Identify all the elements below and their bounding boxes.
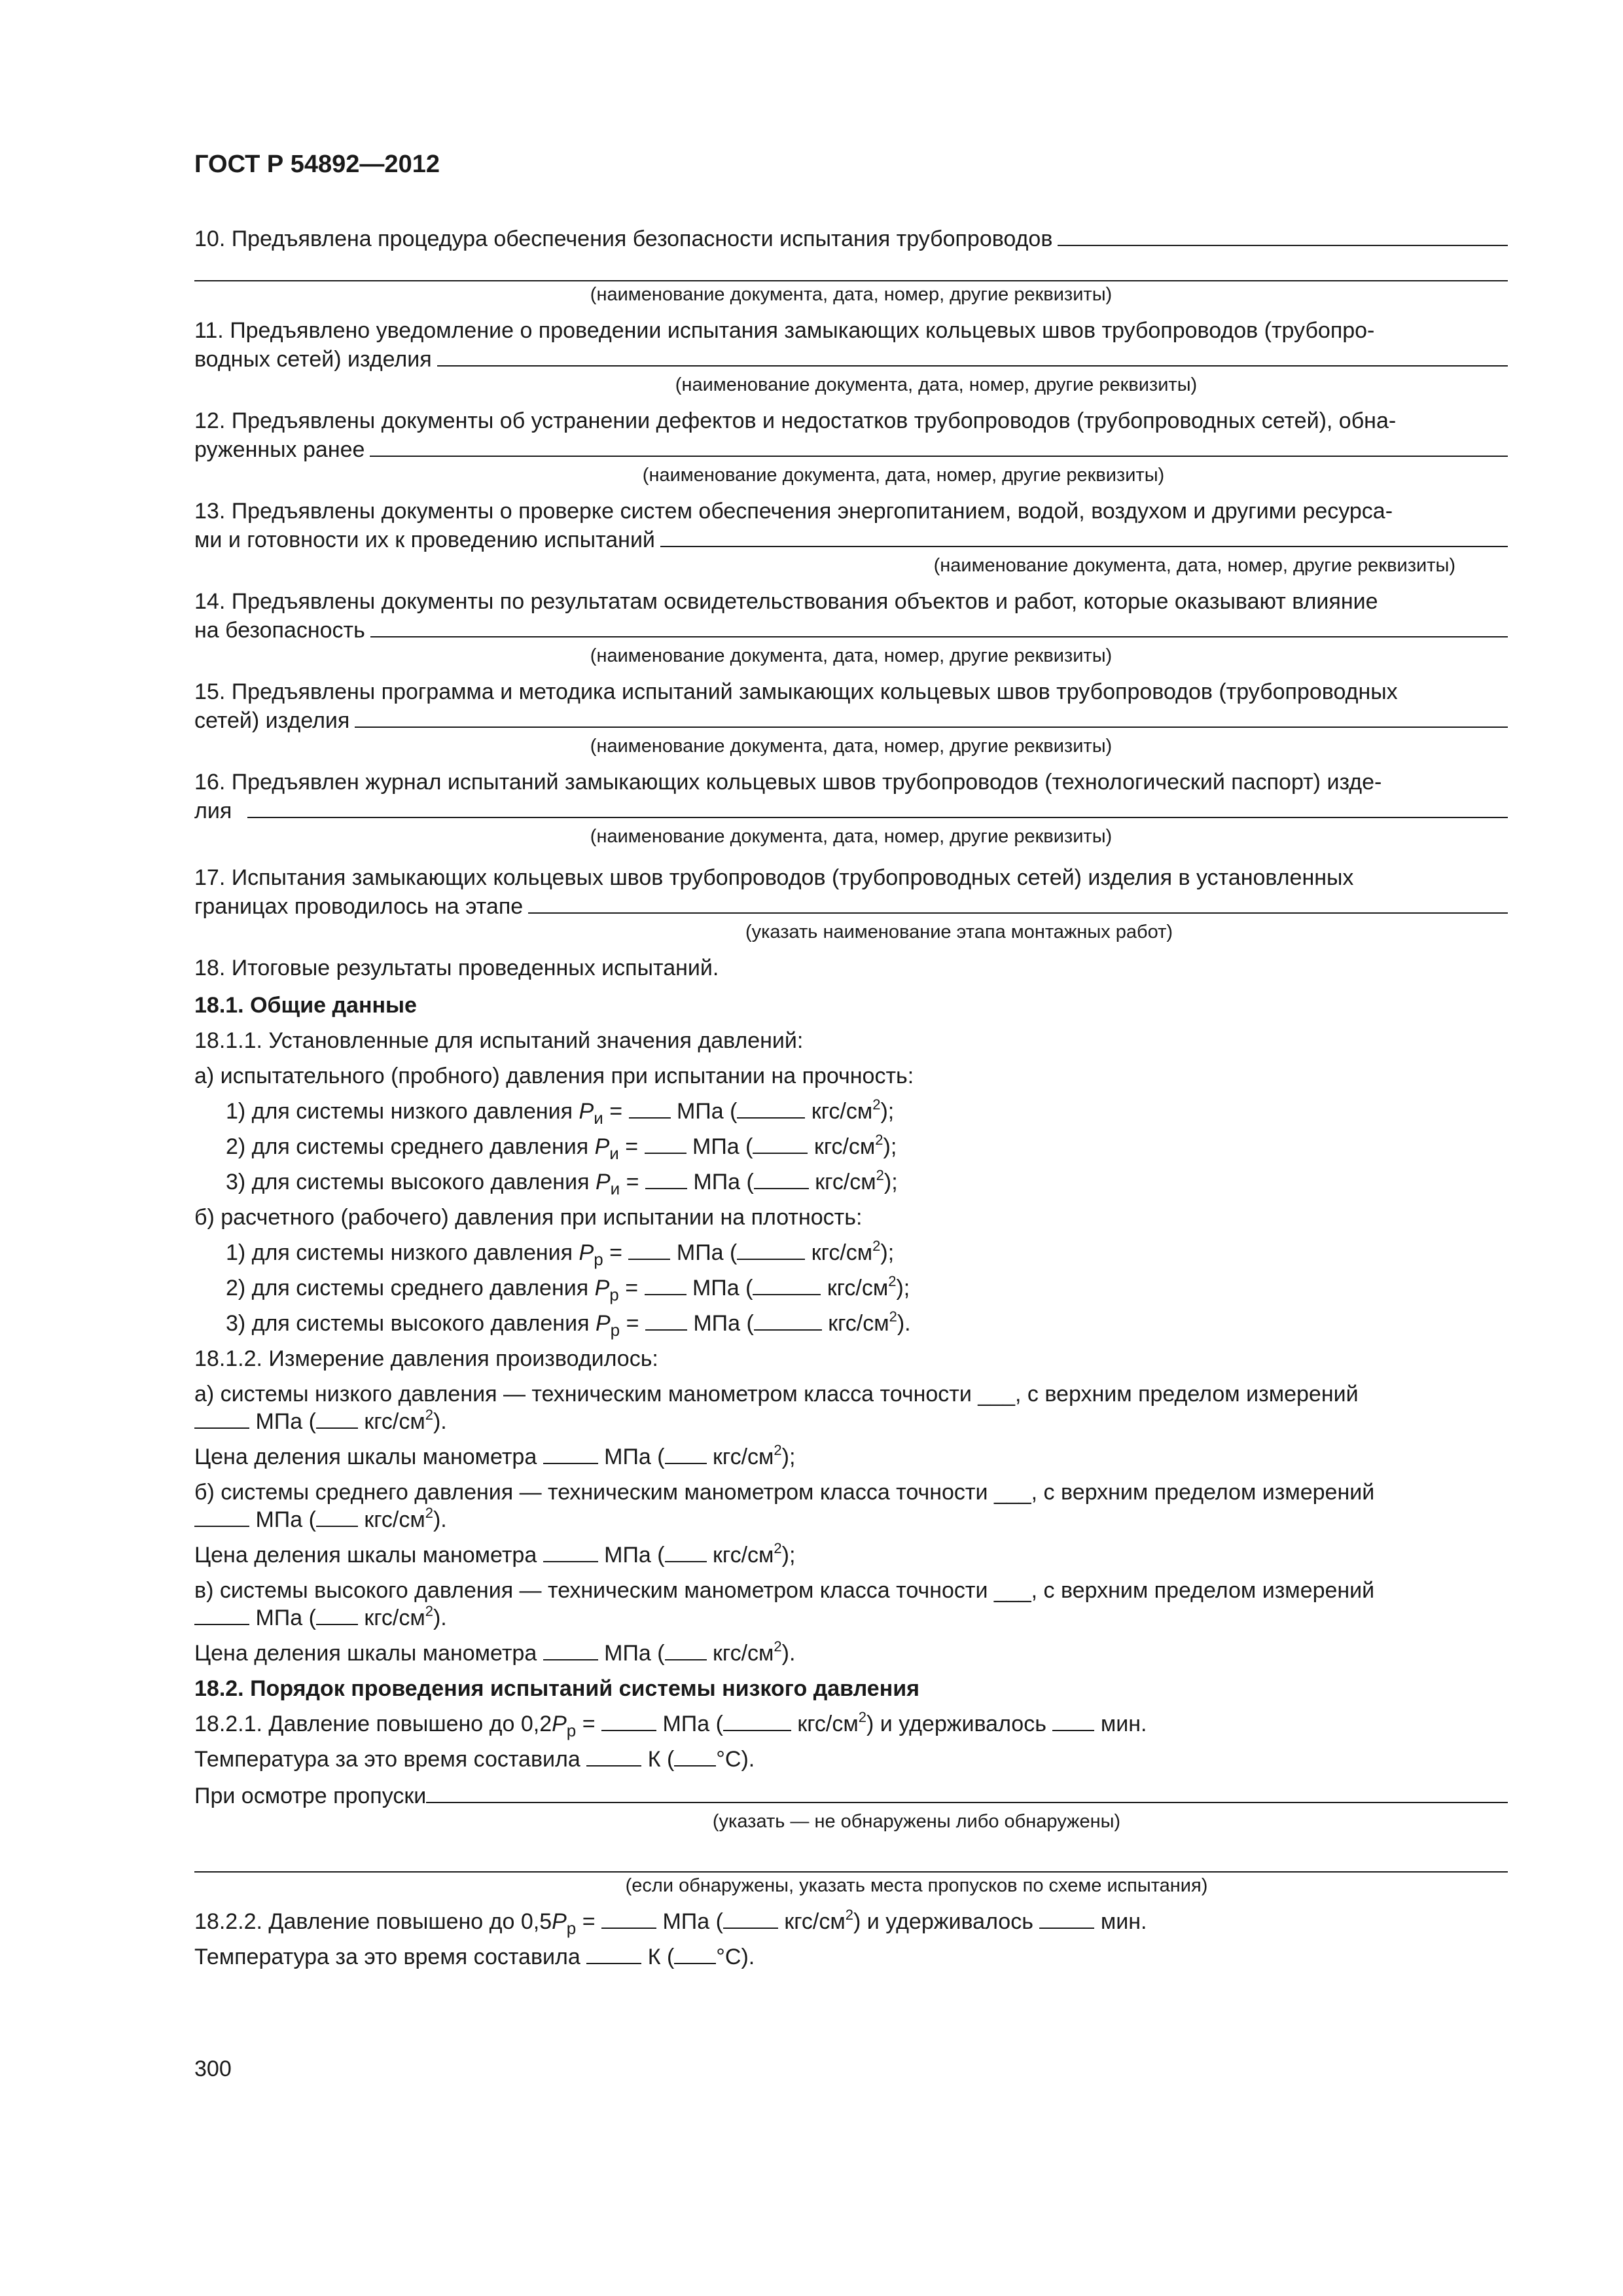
field-item-15[interactable] [355,706,1508,728]
caption-item-16: (наименование документа, дата, номер, другие реквизиты) [590,826,1113,847]
field-18-2-2-mpa[interactable] [601,1908,656,1929]
field-18-2-2-min[interactable] [1039,1908,1094,1929]
field-scale-low-mpa[interactable] [543,1443,598,1464]
caption-item-17: (указать наименование этапа монтажных работ) [745,922,1173,942]
scale-high: Цена деления шкалы манометра МПа ( кгс/$см^2$). [194,1638,796,1666]
field-item-10[interactable] [1058,224,1508,246]
field-item-10-line2[interactable] [194,260,1508,281]
field-b3-kgf[interactable] [754,1310,822,1331]
item-15: 15. Предъявлены программа и методика испытаний замыкающих кольцевых швов трубопроводов (трубопроводных сетей) изделия [194,678,1508,734]
field-a1-kgf[interactable] [737,1098,805,1119]
field-item-11[interactable] [437,344,1508,367]
field-18-2-1-celsius[interactable] [674,1746,716,1767]
section-18-1-1: 18.1.1. Установленные для испытаний значения давлений: [194,1028,804,1053]
item-11: 11. Предъявлено уведомление о проведении испытания замыкающих кольцевых швов трубопроводов (трубопро- водных сетей) изделия [194,317,1508,373]
field-18-2-2-kgf[interactable] [723,1908,778,1929]
field-item-12[interactable] [370,435,1508,457]
manometer-low: а) системы низкого давления — техническим манометром класса точности ___, с верхним пределом измерений МПа ( кгс/$см^2$). [194,1382,1359,1434]
caption-item-14: (наименование документа, дата, номер, другие реквизиты) [590,645,1113,666]
form-content [194,224,1508,1979]
section-18-2-1: 18.2.1. Давление повышено до $0,2P_р$ = МПа ( кгс/$см^2$) и удерживалось мин. [194,1709,1147,1740]
leaks-18-2-1: При осмотре пропуски [194,1781,1508,1810]
field-18-2-1-kgf[interactable] [723,1710,791,1731]
field-a3-mpa[interactable] [645,1168,687,1189]
field-b3-mpa[interactable] [645,1310,687,1331]
item-17: 17. Испытания замыкающих кольцевых швов трубопроводов (трубопроводных сетей) изделия в установленных границах проводилось на этапе [194,864,1508,920]
item-14: 14. Предъявлены документы по результатам освидетельствования объектов и работ, которые оказывают влияние на безопасность [194,588,1508,644]
item-13: 13. Предъявлены документы о проверке систем обеспечения энергопитанием, водой, воздухом и другими ресурса- ми и готовности их к проведению испытаний [194,497,1508,554]
item-16: 16. Предъявлен журнал испытаний замыкающих кольцевых швов трубопроводов (технологический паспорт) изде- лия [194,768,1508,825]
caption-item-15: (наименование документа, дата, номер, другие реквизиты) [590,736,1113,757]
item-12: 12. Предъявлены документы об устранении дефектов и недостатков трубопроводов (трубопроводных сетей), обна- руженных ранее [194,407,1508,463]
caption-item-11: (наименование документа, дата, номер, другие реквизиты) [675,374,1198,395]
field-b2-mpa[interactable] [645,1274,687,1295]
field-scale-high-kgf[interactable] [665,1640,707,1660]
field-item-16[interactable] [247,796,1508,818]
field-mc-limit-kgf[interactable] [316,1604,358,1625]
temperature-18-2-2: Температура за это время составила К ( °С). [194,1945,755,1969]
field-item-14[interactable] [370,615,1508,637]
scale-medium: Цена деления шкалы манометра МПа ( кгс/$см^2$); [194,1540,796,1568]
pressure-b3: 3) для системы высокого давления $P_р$ = МПа ( кгс/$см^2$). [226,1308,911,1340]
pressure-b2: 2) для системы среднего давления $P_р$ = МПа ( кгс/$см^2$); [226,1273,910,1304]
field-scale-medium-kgf[interactable] [665,1541,707,1562]
field-18-2-2-kelvin[interactable] [586,1943,641,1964]
field-scale-low-kgf[interactable] [665,1443,707,1464]
field-b2-kgf[interactable] [753,1274,821,1295]
field-item-13[interactable] [660,525,1508,547]
document-header-title: ГОСТ Р 54892—2012 [194,151,440,178]
temperature-18-2-1: Температура за это время составила К ( °С). [194,1747,755,1772]
pressure-a1: 1) для системы низкого давления $P_и$ = МПа ( кгс/$см^2$); [226,1096,895,1128]
scale-low: Цена деления шкалы манометра МПа ( кгс/$см^2$); [194,1442,796,1469]
caption-item-13: (наименование документа, дата, номер, другие реквизиты) [933,555,1455,576]
field-scale-high-mpa[interactable] [543,1640,598,1660]
pressure-b1: 1) для системы низкого давления $P_р$ = МПа ( кгс/$см^2$); [226,1238,895,1269]
section-18-2-2: 18.2.2. Давление повышено до $0,5P_р$ = МПа ( кгс/$см^2$) и удерживалось мин. [194,1907,1147,1938]
field-a2-mpa[interactable] [645,1133,687,1154]
item-18: 18. Итоговые результаты проведенных испытаний. [194,956,719,980]
field-mb-limit-kgf[interactable] [316,1506,358,1527]
field-leak-places[interactable] [194,1852,1508,1873]
field-b1-mpa[interactable] [628,1239,670,1260]
section-18-1-heading: 18.1. Общие данные [194,993,417,1018]
field-18-2-2-celsius[interactable] [674,1943,716,1964]
manometer-medium: б) системы среднего давления — техническим манометром класса точности ___, с верхним пределом измерений МПа ( кгс/$см^2$). [194,1480,1375,1532]
caption-found: (указать — не обнаружены либо обнаружены) [712,1811,1121,1832]
field-mc-limit-mpa[interactable] [194,1604,249,1625]
field-a1-mpa[interactable] [629,1098,671,1119]
pressure-a2: 2) для системы среднего давления $P_и$ = МПа ( кгс/$см^2$); [226,1132,897,1163]
field-a3-kgf[interactable] [754,1168,809,1189]
field-mb-limit-mpa[interactable] [194,1506,249,1527]
field-18-2-1-min[interactable] [1052,1710,1094,1731]
field-b1-kgf[interactable] [737,1239,805,1260]
field-a2-kgf[interactable] [753,1133,808,1154]
item-10: 10. Предъявлена процедура обеспечения безопасности испытания трубопроводов [194,224,1508,253]
section-18-1-1-b: б) расчетного (рабочего) давления при испытании на плотность: [194,1205,863,1230]
field-ma-limit-mpa[interactable] [194,1408,249,1429]
section-18-2-heading: 18.2. Порядок проведения испытаний системы низкого давления [194,1676,919,1701]
caption-places: (если обнаружены, указать места пропусков по схеме испытания) [625,1875,1208,1896]
section-18-1-1-a: а) испытательного (пробного) давления при испытании на прочность: [194,1064,914,1088]
field-item-17[interactable] [528,891,1508,914]
manometer-high: в) системы высокого давления — техническим манометром класса точности ___, с верхним пределом измерений МПа ( кгс/$см^2$). [194,1578,1375,1630]
field-18-2-1-kelvin[interactable] [586,1746,641,1767]
field-leaks[interactable] [426,1781,1508,1803]
section-18-1-2: 18.1.2. Измерение давления производилось: [194,1346,658,1371]
caption-item-12: (наименование документа, дата, номер, другие реквизиты) [642,465,1165,486]
pressure-a3: 3) для системы высокого давления $P_и$ = МПа ( кгс/$см^2$); [226,1167,898,1198]
field-18-2-1-mpa[interactable] [601,1710,656,1731]
page-number: 300 [194,2056,232,2081]
field-ma-limit-kgf[interactable] [316,1408,358,1429]
caption-item-10: (наименование документа, дата, номер, другие реквизиты) [590,284,1113,305]
field-scale-medium-mpa[interactable] [543,1541,598,1562]
